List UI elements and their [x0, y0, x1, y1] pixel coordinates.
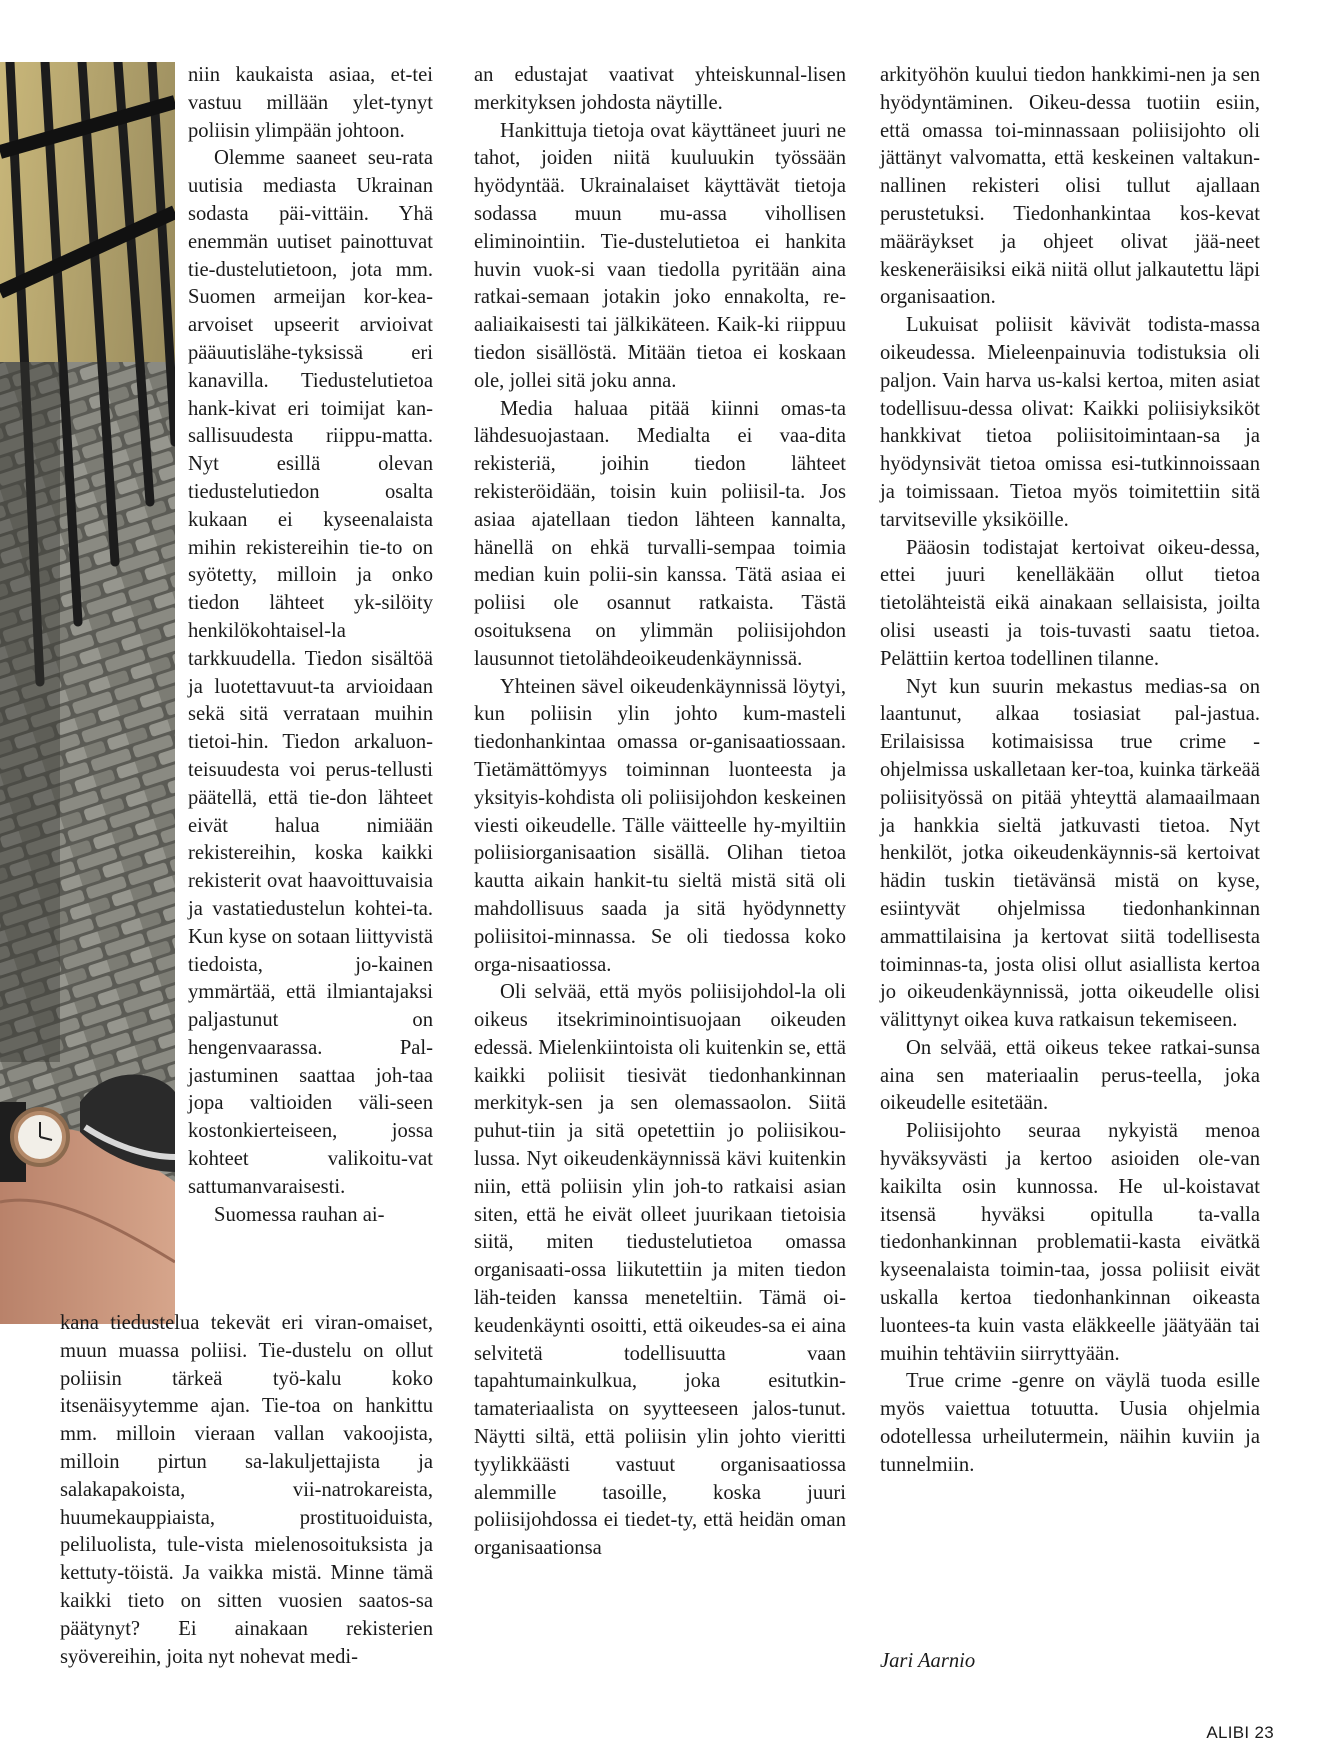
paragraph: Yhteinen sävel oikeudenkäynnissä löytyi, kun poliisin ylin johto kum-masteli tiedonhankintaa omassa or-ganisaatiossaan. Tietämättömyys toiminnan luonteesta ja yksityis-kohdista oli poliisijohdon keskeinen viesti oikeudelle. Tälle väitteelle hy-myiltiin poliisiorganisaation sisällä. Olihan tietoa kautta aikain hankit-tu sieltä mistä sitä oli mahdollisuus saada ja sitä hyödynnetty poliisitoi-minnassa. Se oli tiedossa koko orga-nisaatiossa. — [474, 675, 846, 976]
paragraph: True crime -genre on väylä tuoda esille myös vaiettua totuutta. Uusia ohjelmia odotellessa urheilutermein, näihin kuviin ja tunnelmiin. — [880, 1370, 1260, 1476]
paragraph: kana tiedustelua tekevät eri viran-omaiset, muun muassa poliisi. Tie-dustelu on ollut poliisin tärkeä työ-kalu koko itsenäisyytemme ajan. Tie-toa on hankittu mm. milloin vieraan vallan vakoojista, milloin pirtun sa-lakuljettajista ja salakapakoista, vii-natrokareista, huumekauppiaista, prostituoiduista, peliluolista, tule-vista mielenosoituksista ja kettuty-töistä. Ja vaikka mistä. Minne tämä kaikki tieto on sitten vuosien saatos-sa päätynyt? Ei ainakaan rekisterien syövereihin, joita nyt nohevat medi- — [60, 1312, 433, 1668]
page-folio: ALIBI 23 — [1206, 1723, 1274, 1742]
column-2 — [474, 62, 846, 1563]
author-byline: Jari Aarnio — [880, 1650, 976, 1672]
paragraph: Media haluaa pitää kiinni omas-ta lähdesuojastaan. Medialta ei vaa-dita rekisteriä, joihin tiedon lähteet rekisteröidään, toisin kuin poliisil-ta. Jos asiaa ajatellaan tiedon lähteen kannalta, hänellä on ehkä turvalli-sempaa toimia median kuin polii-sin kanssa. Tätä asiaa ei poliisi ole osannut ratkaista. Tästä osoituksena on ylimmän poliisijohdon lausunnot tietolähdeoikeudenkäynnissä. — [474, 397, 846, 670]
paragraph: Suomessa rauhan ai- — [214, 1203, 385, 1226]
paragraph: Oli selvää, että myös poliisijohdol-la oli oikeus itsekriminointisuojaan oikeuden edessä. Mielenkiintoista oli kuitenkin se, että kaikki poliisit tiesivät tiedonhankinnan merkityk-sen ja sen olemassaolon. Siitä puhut-tiin ja sitä opetettiin jo poliisikou-lussa. Nyt oikeudenkäynnissä kävi kuitenkin niin, että poliisin ylin joh-to ratkaisi asian siten, että he eivät olleet juurikaan tietoisia siitä, miten tiedustelutietoa omassa organisaati-ossa liikutettiin ja miten tiedon läh-teiden kanssa meneteltiin. Tämä oi-keudenkäynti osoitti, että oikeudes-sa ei aina selvitetä todellisuutta vaan tapahtumainkulkua, joka esitutkin-tamateriaalista on syytteeseen jalos-tunut. Näytti siltä, että poliisin ylin johto vieritti tyylikkäästi vastuut organisaatiossa alemmille tasoille, koska juuri poliisijohdossa ei tiedet-ty, että heidän oman organisaationsa — [474, 981, 846, 1560]
column-1-bottom — [60, 1310, 433, 1671]
paragraph: Pääosin todistajat kertoivat oikeu-dessa, ettei juuri kenelläkään ollut tietoa tietolähteistä eikä ainakaan sellaisista, joilta olisi useasti ja tois-tuvasti saatu tietoa. Pelättiin kertoa todellinen tilanne. — [880, 536, 1260, 670]
paragraph: Lukuisat poliisit kävivät todista-massa oikeudessa. Mieleenpainuvia todistuksia oli paljon. Vain harva us-kalsi kertoa, miten asiat todellisuu-dessa olivat: Kaikki poliisiyksiköt hankkivat tietoa poliisitoimintaan-sa ja hyödynsivät tietoa omissa esi-tutkinnoissaan ja toimissaan. Tietoa myös toimitettiin sitä tarvitseville yksiköille. — [880, 314, 1260, 531]
paragraph: Poliisijohto seuraa nykyistä menoa hyväksyvästi ja kertoo asioiden ole-van kaikilta osin kunnossa. He ul-koistavat itsensä hyväksi opitulla ta-valla tiedonhankinnan problematii-kasta eivätkä kyseenalaista toimin-taa, jossa poliisit eivät uskalla kertoa tiedonhankinnan oikeasta luontees-ta kuin vasta eläkkeelle jäätyään tai muihin tehtäviin siirryttyään. — [880, 1120, 1260, 1365]
column-1-top — [188, 62, 433, 1229]
paragraph: an edustajat vaativat yhteiskunnal-lisen merkityksen johdosta näytille. — [474, 64, 846, 114]
paragraph: Hankittuja tietoja ovat käyttäneet juuri ne tahot, joiden niitä kuuluukin työssään hyödyntää. Ukrainalaiset käyttävät tietoja sodassa muun mu-assa vihollisen eliminointiin. Tie-dustelutietoa ei hankita huvin vuok-si vaan tiedolla pyritään aina ratkai-semaan jotakin joko ennakolta, re-aaliaikaisesti tai jälkikäteen. Kaik-ki riippuu tiedon sisällöstä. Mitään tietoa ei koskaan ole, jollei sitä joku anna. — [474, 119, 846, 392]
paragraph: niin kaukaista asiaa, et-tei vastuu millään ylet-tynyt poliisin ylimpään johtoon. — [188, 64, 433, 142]
paragraph: arkityöhön kuului tiedon hankkimi-nen ja sen hyödyntäminen. Oikeu-dessa tuotiin esiin, että omassa toi-minnassaan poliisijohto oli jättänyt valvomatta, että keskeinen valtakun-nallinen rekisteri olisi tullut ajallaan perustetuksi. Tiedonhankintaa kos-kevat määräykset ja ohjeet olivat jää-neet keskeneräisiksi eikä niitä ollut jalkautettu läpi organisaation. — [880, 64, 1260, 309]
article-photo — [0, 62, 175, 1324]
paragraph: Olemme saaneet seu-rata uutisia mediasta Ukrainan sodasta päi-vittäin. Yhä enemmän uutiset painottuvat tie-dustelutietoon, jota mm. Suomen armeijan kor-kea-arvoiset upseerit arvioivat pääuutislähe-tyksissä eri kanavilla. Tiedustelutietoa hank-kivat eri toimijat kan-sallisuudesta riippu-matta. Nyt esillä olevan tiedustelutiedon osalta kukaan ei kyseenalaista mihin rekistereihin tie-to on syötetty, milloin ja onko tiedon lähteet yk-silöity henkilökohtaisel-la tarkkuudella. Tiedon sisältöä ja luotettavuut-ta arvioidaan sekä sitä verrataan muihin tietoi-hin. Tiedon arkaluon-teisuudesta voi perus-tellusti päätellä, että tie-don lähteet eivät halua nimiään rekistereihin, koska kaikki rekisterit ovat haavoittuvaisia ja vastatiedustelun kohtei-ta. Kun kyse on sotaan liittyvistä tiedoista, jo-kainen ymmärtää, että ilmiantajaksi paljastunut on hengenvaarassa. Pal-jastuminen saattaa joh-taa jopa valtioiden väli-seen kostonkierteiseen, jossa kohteet valikoitu-vat sattumanvaraisesti. — [188, 147, 433, 1198]
paragraph: Nyt kun suurin mekastus medias-sa on laantunut, alkaa tosiasiat pal-jastua. Erilaisissa kotimaisissa true crime -ohjelmissa uskalletaan ker-toa, kuinka tärkeää poliisityössä on pitää yhteyttä alamaailmaan ja hankkia sieltä jatkuvasti tietoa. Nyt henkilöt, jotka oikeudenkäynnis-sä kertoivat hädin tuskin tietävänsä mistä on kyse, esiintyvät ohjelmissa tiedonhankinnan ammattilaisina ja kertovat siitä todellisesta toiminnas-ta, josta olisi ollut asiallista kertoa jo oikeudenkäynnissä, jotta oikeudelle olisi välittynyt oikea kuva ratkaisun tekemiseen. — [880, 675, 1260, 1032]
column-3 — [880, 62, 1260, 1480]
paragraph: On selvää, että oikeus tekee ratkai-sunsa aina sen materiaalin perus-teella, joka oikeudelle esitetään. — [880, 1036, 1260, 1115]
